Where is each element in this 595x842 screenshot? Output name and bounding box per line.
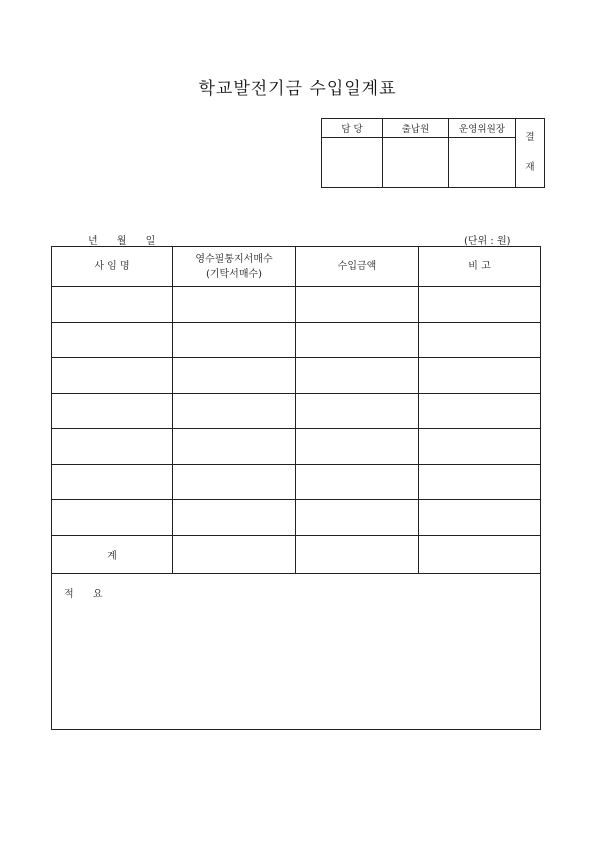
page-title: 학교발전기금 수입일계표 bbox=[198, 79, 397, 99]
header-receipt-count bbox=[173, 247, 296, 287]
cell-receipt-count[interactable] bbox=[173, 429, 296, 465]
summary-cell[interactable] bbox=[52, 573, 541, 729]
cell-receipt-count[interactable] bbox=[173, 500, 296, 536]
approval-side-top: 결 bbox=[525, 132, 535, 143]
approval-sign-cashier[interactable] bbox=[383, 138, 449, 188]
cell-item-name[interactable] bbox=[52, 500, 173, 536]
table-row bbox=[52, 287, 541, 323]
header-item-name: 사 임 명 bbox=[52, 247, 173, 287]
summary-row bbox=[52, 573, 541, 729]
cell-income-amount[interactable] bbox=[296, 322, 419, 358]
total-label: 계 bbox=[52, 535, 173, 573]
date-line: 년 월 일 bbox=[88, 236, 156, 247]
cell-remarks[interactable] bbox=[419, 464, 541, 500]
cell-receipt-count[interactable] bbox=[173, 393, 296, 429]
cell-item-name[interactable] bbox=[52, 429, 173, 465]
header-remarks: 비 고 bbox=[419, 247, 541, 287]
header-receipt-count-line1: 영수필통지서매수 bbox=[195, 253, 273, 265]
cell-receipt-count[interactable] bbox=[173, 358, 296, 394]
cell-item-name[interactable] bbox=[52, 358, 173, 394]
header-income-amount: 수입금액 bbox=[296, 247, 419, 287]
approval-header-chair: 운영위원장 bbox=[449, 119, 516, 138]
table-row bbox=[52, 464, 541, 500]
cell-remarks[interactable] bbox=[419, 500, 541, 536]
approval-sign-chair[interactable] bbox=[449, 138, 516, 188]
cell-income-amount[interactable] bbox=[296, 393, 419, 429]
cell-receipt-count[interactable] bbox=[173, 287, 296, 323]
table-row bbox=[52, 322, 541, 358]
total-row bbox=[52, 535, 541, 573]
total-receipt-count[interactable] bbox=[173, 535, 296, 573]
approval-box bbox=[321, 118, 545, 188]
cell-income-amount[interactable] bbox=[296, 500, 419, 536]
cell-remarks[interactable] bbox=[419, 429, 541, 465]
cell-item-name[interactable] bbox=[52, 464, 173, 500]
cell-income-amount[interactable] bbox=[296, 287, 419, 323]
table-row bbox=[52, 429, 541, 465]
cell-item-name[interactable] bbox=[52, 393, 173, 429]
approval-side-bottom: 재 bbox=[525, 162, 535, 173]
table-row bbox=[52, 500, 541, 536]
approval-sign-staff[interactable] bbox=[322, 138, 383, 188]
total-income-amount[interactable] bbox=[296, 535, 419, 573]
income-table bbox=[51, 246, 541, 730]
cell-income-amount[interactable] bbox=[296, 429, 419, 465]
summary-label: 적 요 bbox=[64, 588, 111, 600]
cell-item-name[interactable] bbox=[52, 287, 173, 323]
unit-label: (단위 : 원) bbox=[464, 236, 511, 247]
table-row bbox=[52, 358, 541, 394]
total-remarks[interactable] bbox=[419, 535, 541, 573]
cell-remarks[interactable] bbox=[419, 287, 541, 323]
cell-income-amount[interactable] bbox=[296, 464, 419, 500]
cell-remarks[interactable] bbox=[419, 393, 541, 429]
cell-receipt-count[interactable] bbox=[173, 464, 296, 500]
table-header-row bbox=[52, 247, 541, 287]
cell-receipt-count[interactable] bbox=[173, 322, 296, 358]
approval-header-cashier: 출납원 bbox=[383, 119, 449, 138]
cell-remarks[interactable] bbox=[419, 358, 541, 394]
approval-side-label bbox=[516, 119, 545, 188]
cell-item-name[interactable] bbox=[52, 322, 173, 358]
cell-remarks[interactable] bbox=[419, 322, 541, 358]
approval-header-staff: 담 당 bbox=[322, 119, 383, 138]
cell-income-amount[interactable] bbox=[296, 358, 419, 394]
header-receipt-count-line2: (기탁서매수) bbox=[205, 268, 263, 280]
table-row bbox=[52, 393, 541, 429]
